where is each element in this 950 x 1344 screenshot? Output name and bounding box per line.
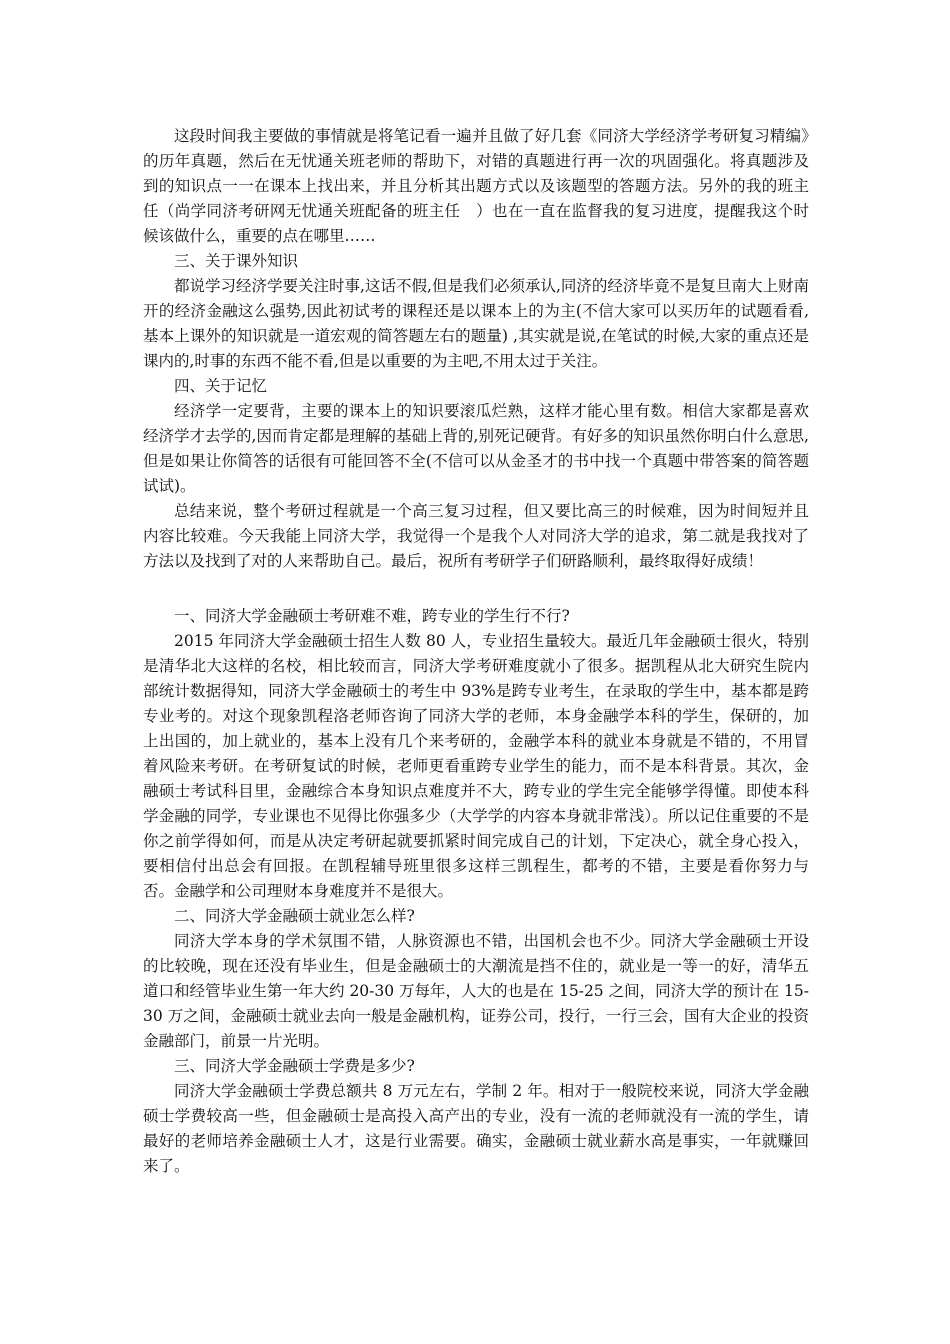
heading-extracurricular-knowledge: 三、关于课外知识 (174, 252, 299, 270)
answer-difficulty: 2015 年同济大学金融硕士招生人数 80 人，专业招生量较大。最近几年金融硕士很火，特别是清华北大这样的名校，相比较而言，同济大学考研难度就小了很多。据凯程从北大研究生院内部统计数据得知，同济大学金融硕士的考生中 93%是跨专业考生，在录取的学生中，基本都是跨专业考的。对这个现象凯程洛老师咨询了同济大学的老师，本身金融学本科的学生，保研的，加上出国的，加上就业的，基本上没有几个来考研的，金融学本科的就业本身就是不错的，不用冒着风险来考研。在考研复试的时候，老师更看重跨专业学生的能力，而不是本科背景。其次，金融硕士考试科目里，金融综合本身知识点难度并不大，跨专业的学生完全能够学得懂。即使本科学金融的同学，专业课也不见得比你强多少（大学学的内容本身就非常浅）。所以记住重要的不是你之前学得如何，而是从决定考研起就要抓紧时间完成自己的计划，下定决心，就全身心投入，要相信付出总会有回报。在凯程辅导班里很多这样三凯程生，都考的不错，主要是看你努力与否。金融学和公司理财本身难度并不是很大。 (143, 632, 809, 900)
paragraph-extracurricular-knowledge: 都说学习经济学要关注时事,这话不假,但是我们必须承认,同济的经济毕竟不是复旦南大上财南开的经济金融这么强势,因此初试考的课程还是以课本上的为主(不信大家可以买历年的试题看看,基本上课外的知识就是一道宏观的简答题左右的题量) ,其实就是说,在笔试的时候,大家的重点还是课内的,时事的东西不能不看,但是以重要的为主吧,不用太过于关注。 (143, 277, 809, 370)
question-tuition: 三、同济大学金融硕士学费是多少? (174, 1057, 415, 1075)
section-study-experience (143, 124, 809, 574)
paragraph-summary: 总结来说，整个考研过程就是一个高三复习过程，但又要比高三的时候难，因为时间短并且内容比较难。今天我能上同济大学，我觉得一个是我个人对同济大学的追求，第二就是我找对了方法以及找到了对的人来帮助自己。最后，祝所有考研学子们研路顺利，最终取得好成绩！ (143, 502, 809, 570)
paragraph-review: 这段时间我主要做的事情就是将笔记看一遍并且做了好几套《同济大学经济学考研复习精编》的历年真题，然后在无忧通关班老师的帮助下，对错的真题进行再一次的巩固强化。将真题涉及到的知识点一一在课本上找出来，并且分析其出题方式以及该题型的答题方法。另外的我的班主任（尚学同济考研网无忧通关班配备的班主任 ）也在一直在监督我的复习进度，提醒我这个时候该做什么，重要的点在哪里…… (143, 127, 809, 245)
question-employment: 二、同济大学金融硕士就业怎么样? (174, 907, 415, 925)
question-difficulty: 一、同济大学金融硕士考研难不难，跨专业的学生行不行? (174, 607, 570, 625)
heading-memory: 四、关于记忆 (174, 377, 268, 395)
paragraph-memory: 经济学一定要背，主要的课本上的知识要滚瓜烂熟，这样才能心里有数。相信大家都是喜欢经济学才去学的,因而肯定都是理解的基础上背的,别死记硬背。有好多的知识虽然你明白什么意思,但是如果让你简答的话很有可能回答不全(不信可以从金圣才的书中找一个真题中带答案的简答题试试)。 (143, 402, 809, 495)
section-finance-master-faq (143, 604, 809, 1179)
section-gap (143, 574, 809, 604)
answer-employment: 同济大学本身的学术氛围不错，人脉资源也不错，出国机会也不少。同济大学金融硕士开设的比较晚，现在还没有毕业生，但是金融硕士的大潮流是挡不住的，就业是一等一的好，清华五道口和经管毕业生第一年大约 20-30 万每年，人大的也是在 15-25 之间，同济大学的预计在 15-30 万之间，金融硕士就业去向一般是金融机构，证券公司，投行，一行三会，国有大企业的投资金融部门，前景一片光明。 (143, 932, 809, 1050)
answer-tuition: 同济大学金融硕士学费总额共 8 万元左右，学制 2 年。相对于一般院校来说，同济大学金融硕士学费较高一些，但金融硕士是高投入高产出的专业，没有一流的老师就没有一流的学生，请最好的老师培养金融硕士人才，这是行业需要。确实，金融硕士就业薪水高是事实，一年就赚回来了。 (143, 1082, 809, 1175)
document-body (143, 124, 809, 1179)
